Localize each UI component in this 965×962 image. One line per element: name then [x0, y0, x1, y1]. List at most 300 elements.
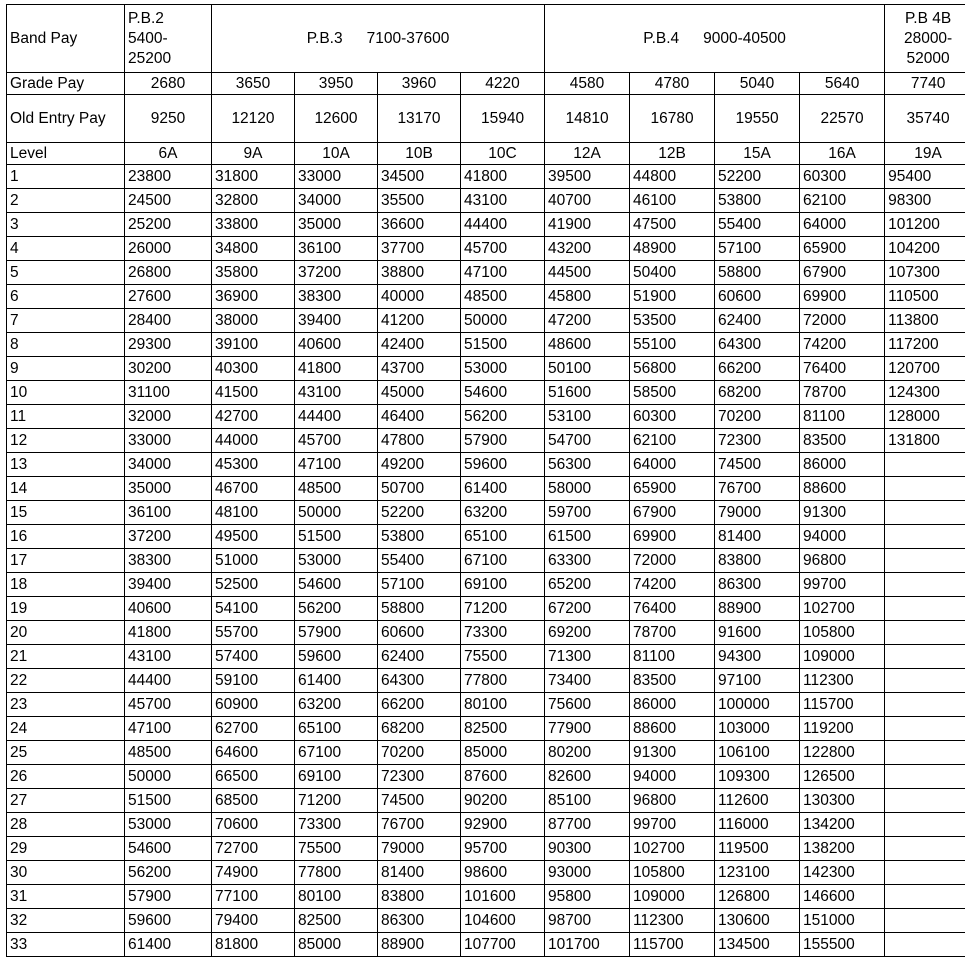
cell-number: 22 — [7, 669, 125, 693]
pay-value-cell: 27600 — [125, 285, 212, 309]
pay-value-cell: 117200 — [885, 333, 965, 357]
band-pay-label: Band Pay — [7, 5, 125, 73]
pay-value-cell: 72300 — [715, 429, 800, 453]
pay-value-cell: 49200 — [378, 453, 461, 477]
pay-value-cell: 48600 — [545, 333, 630, 357]
cell-number: 21 — [7, 645, 125, 669]
pay-value-cell: 66200 — [378, 693, 461, 717]
pay-value-cell: 86000 — [800, 453, 885, 477]
pay-value-cell: 64000 — [630, 453, 715, 477]
pay-value-cell: 72000 — [800, 309, 885, 333]
pay-value-cell: 48100 — [212, 501, 295, 525]
pay-value-cell: 44400 — [461, 213, 545, 237]
cell-number: 31 — [7, 885, 125, 909]
pay-value-cell: 31100 — [125, 381, 212, 405]
pay-value-cell: 34000 — [295, 189, 378, 213]
pay-value-cell: 55400 — [715, 213, 800, 237]
cell-number: 32 — [7, 909, 125, 933]
cell-number: 24 — [7, 717, 125, 741]
pay-value-cell: 85000 — [461, 741, 545, 765]
pay-value-cell: 54600 — [461, 381, 545, 405]
pay-value-cell: 126800 — [715, 885, 800, 909]
pay-value-cell: 62400 — [378, 645, 461, 669]
pay-value-cell: 51500 — [461, 333, 545, 357]
table-row — [7, 429, 965, 453]
pay-value-cell: 81400 — [715, 525, 800, 549]
pay-value-cell: 67100 — [461, 549, 545, 573]
pay-value-cell: 41900 — [545, 213, 630, 237]
pay-value-cell: 70600 — [212, 813, 295, 837]
cell-number: 20 — [7, 621, 125, 645]
pay-value-cell: 142300 — [800, 861, 885, 885]
pay-value-cell: 91600 — [715, 621, 800, 645]
pay-value-cell: 95800 — [545, 885, 630, 909]
level-row — [7, 143, 965, 165]
old-entry-pay-label: Old Entry Pay — [7, 95, 125, 143]
pay-value-cell — [885, 477, 965, 501]
table-row — [7, 357, 965, 381]
pay-value-cell: 41200 — [378, 309, 461, 333]
pay-value-cell: 43700 — [378, 357, 461, 381]
pay-value-cell: 63300 — [545, 549, 630, 573]
level-cell: 10B — [378, 143, 461, 165]
pay-value-cell: 71200 — [295, 789, 378, 813]
pay-value-cell: 97100 — [715, 669, 800, 693]
table-row — [7, 453, 965, 477]
pay-value-cell: 71200 — [461, 597, 545, 621]
pay-value-cell: 146600 — [800, 885, 885, 909]
pay-value-cell: 40700 — [545, 189, 630, 213]
level-cell: 10A — [295, 143, 378, 165]
pay-value-cell: 81100 — [630, 645, 715, 669]
pay-value-cell: 62100 — [800, 189, 885, 213]
pay-value-cell: 46700 — [212, 477, 295, 501]
table-row — [7, 213, 965, 237]
grade-pay-cell: 5640 — [800, 73, 885, 95]
pay-value-cell — [885, 549, 965, 573]
level-cell: 15A — [715, 143, 800, 165]
pay-value-cell: 41800 — [461, 165, 545, 189]
pay-value-cell: 68500 — [212, 789, 295, 813]
pay-value-cell: 151000 — [800, 909, 885, 933]
pay-value-cell: 61500 — [545, 525, 630, 549]
pay-value-cell: 50400 — [630, 261, 715, 285]
pay-value-cell: 68200 — [378, 717, 461, 741]
pay-value-cell: 61400 — [461, 477, 545, 501]
old-entry-pay-cell: 35740 — [885, 95, 965, 143]
old-entry-pay-cell: 13170 — [378, 95, 461, 143]
pay-value-cell: 81800 — [212, 933, 295, 957]
pay-value-cell: 90300 — [545, 837, 630, 861]
pay-value-cell: 77900 — [545, 717, 630, 741]
pay-value-cell: 45800 — [545, 285, 630, 309]
pay-value-cell: 91300 — [800, 501, 885, 525]
pay-value-cell: 116000 — [715, 813, 800, 837]
pay-value-cell: 92900 — [461, 813, 545, 837]
old-entry-pay-row — [7, 95, 965, 143]
pay-value-cell — [885, 933, 965, 957]
pay-value-cell: 50000 — [295, 501, 378, 525]
pay-value-cell: 78700 — [800, 381, 885, 405]
pay-value-cell: 46100 — [630, 189, 715, 213]
cell-number: 8 — [7, 333, 125, 357]
level-cell: 9A — [212, 143, 295, 165]
pay-value-cell: 98300 — [885, 189, 965, 213]
pay-value-cell: 79000 — [715, 501, 800, 525]
pay-value-cell: 39400 — [295, 309, 378, 333]
pay-value-cell: 37200 — [125, 525, 212, 549]
pay-value-cell: 54600 — [295, 573, 378, 597]
pay-value-cell: 78700 — [630, 621, 715, 645]
pay-value-cell: 112300 — [800, 669, 885, 693]
table-row — [7, 597, 965, 621]
pay-value-cell: 100000 — [715, 693, 800, 717]
pay-value-cell: 138200 — [800, 837, 885, 861]
pay-value-cell: 45700 — [125, 693, 212, 717]
pay-value-cell: 88600 — [800, 477, 885, 501]
pay-value-cell: 109000 — [630, 885, 715, 909]
pay-value-cell — [885, 453, 965, 477]
pay-value-cell: 66500 — [212, 765, 295, 789]
pay-value-cell: 75500 — [461, 645, 545, 669]
pay-value-cell: 77800 — [461, 669, 545, 693]
pay-value-cell — [885, 909, 965, 933]
pay-value-cell: 88900 — [378, 933, 461, 957]
cell-number: 16 — [7, 525, 125, 549]
grade-pay-cell: 4780 — [630, 73, 715, 95]
pay-value-cell: 52200 — [378, 501, 461, 525]
pay-value-cell: 63200 — [461, 501, 545, 525]
level-cell: 12B — [630, 143, 715, 165]
cell-number: 28 — [7, 813, 125, 837]
pay-value-cell: 44800 — [630, 165, 715, 189]
pay-value-cell: 115700 — [630, 933, 715, 957]
pay-value-cell: 39100 — [212, 333, 295, 357]
pay-value-cell: 87600 — [461, 765, 545, 789]
old-entry-pay-cell: 19550 — [715, 95, 800, 143]
pay-value-cell: 82500 — [461, 717, 545, 741]
pay-value-cell: 76400 — [800, 357, 885, 381]
cell-number: 30 — [7, 861, 125, 885]
pay-value-cell: 51500 — [125, 789, 212, 813]
pay-value-cell: 119500 — [715, 837, 800, 861]
pay-value-cell: 49500 — [212, 525, 295, 549]
pay-value-cell: 69100 — [295, 765, 378, 789]
pay-value-cell: 106100 — [715, 741, 800, 765]
pay-value-cell: 70200 — [715, 405, 800, 429]
pay-value-cell: 69100 — [461, 573, 545, 597]
pay-value-cell: 104200 — [885, 237, 965, 261]
pay-value-cell: 55100 — [630, 333, 715, 357]
pay-value-cell: 43200 — [545, 237, 630, 261]
pay-value-cell: 53800 — [715, 189, 800, 213]
pay-value-cell: 95400 — [885, 165, 965, 189]
pay-value-cell: 131800 — [885, 429, 965, 453]
pay-value-cell: 33000 — [125, 429, 212, 453]
table-row — [7, 309, 965, 333]
pay-value-cell — [885, 645, 965, 669]
level-cell: 12A — [545, 143, 630, 165]
pay-value-cell — [885, 621, 965, 645]
pay-value-cell: 65200 — [545, 573, 630, 597]
pay-value-cell — [885, 813, 965, 837]
pay-value-cell: 55400 — [378, 549, 461, 573]
pay-value-cell: 82600 — [545, 765, 630, 789]
table-row — [7, 645, 965, 669]
pay-value-cell: 54600 — [125, 837, 212, 861]
pay-value-cell: 32000 — [125, 405, 212, 429]
pay-value-cell — [885, 717, 965, 741]
grade-pay-cell: 3950 — [295, 73, 378, 95]
pay-value-cell: 80100 — [295, 885, 378, 909]
table-row — [7, 669, 965, 693]
pay-value-cell: 112600 — [715, 789, 800, 813]
pay-value-cell: 101200 — [885, 213, 965, 237]
pay-value-cell: 57900 — [295, 621, 378, 645]
pay-value-cell: 59600 — [125, 909, 212, 933]
pay-value-cell: 23800 — [125, 165, 212, 189]
pay-value-cell: 31800 — [212, 165, 295, 189]
pay-value-cell: 42400 — [378, 333, 461, 357]
pay-value-cell: 35500 — [378, 189, 461, 213]
pay-value-cell: 82500 — [295, 909, 378, 933]
table-row — [7, 477, 965, 501]
pay-value-cell: 67900 — [630, 501, 715, 525]
pay-value-cell: 45300 — [212, 453, 295, 477]
pay-value-cell: 38800 — [378, 261, 461, 285]
table-row — [7, 285, 965, 309]
pay-value-cell: 51500 — [295, 525, 378, 549]
cell-number: 17 — [7, 549, 125, 573]
cell-number: 33 — [7, 933, 125, 957]
table-row — [7, 861, 965, 885]
pay-value-cell: 122800 — [800, 741, 885, 765]
table-row — [7, 381, 965, 405]
pay-value-cell: 134200 — [800, 813, 885, 837]
cell-number: 12 — [7, 429, 125, 453]
pay-value-cell: 67200 — [545, 597, 630, 621]
pay-value-cell: 99700 — [800, 573, 885, 597]
pay-value-cell: 44000 — [212, 429, 295, 453]
pay-value-cell: 99700 — [630, 813, 715, 837]
table-row — [7, 573, 965, 597]
cell-number: 11 — [7, 405, 125, 429]
pay-value-cell: 70200 — [378, 741, 461, 765]
pay-value-cell: 103000 — [715, 717, 800, 741]
pay-value-cell: 94300 — [715, 645, 800, 669]
pay-value-cell: 43100 — [461, 189, 545, 213]
pay-value-cell — [885, 789, 965, 813]
pay-value-cell: 73400 — [545, 669, 630, 693]
cell-number: 9 — [7, 357, 125, 381]
grade-pay-cell: 7740 — [885, 73, 965, 95]
pay-value-cell: 113800 — [885, 309, 965, 333]
pay-value-cell: 29300 — [125, 333, 212, 357]
pay-value-cell: 48500 — [295, 477, 378, 501]
table-row — [7, 789, 965, 813]
pay-value-cell: 130300 — [800, 789, 885, 813]
pay-value-cell: 40600 — [295, 333, 378, 357]
pay-value-cell: 47100 — [295, 453, 378, 477]
cell-number: 27 — [7, 789, 125, 813]
pay-value-cell: 60300 — [800, 165, 885, 189]
pay-value-cell: 72700 — [212, 837, 295, 861]
pay-value-cell — [885, 885, 965, 909]
band-pb3: P.B.3 7100-37600 — [212, 5, 545, 73]
table-row — [7, 933, 965, 957]
pay-value-cell: 35000 — [125, 477, 212, 501]
pay-value-cell: 63200 — [295, 693, 378, 717]
pay-value-cell: 74500 — [715, 453, 800, 477]
pay-value-cell: 86300 — [378, 909, 461, 933]
pay-value-cell: 64000 — [800, 213, 885, 237]
cell-number: 14 — [7, 477, 125, 501]
pay-value-cell: 67100 — [295, 741, 378, 765]
pay-value-cell: 59700 — [545, 501, 630, 525]
pay-value-cell: 53100 — [545, 405, 630, 429]
table-row — [7, 813, 965, 837]
cell-number: 29 — [7, 837, 125, 861]
table-row — [7, 237, 965, 261]
pay-value-cell: 83500 — [630, 669, 715, 693]
pay-value-cell: 56300 — [545, 453, 630, 477]
table-row — [7, 837, 965, 861]
pay-value-cell: 60600 — [378, 621, 461, 645]
old-entry-pay-cell: 14810 — [545, 95, 630, 143]
cell-number: 10 — [7, 381, 125, 405]
pay-value-cell: 74200 — [800, 333, 885, 357]
pay-value-cell: 109000 — [800, 645, 885, 669]
pay-value-cell: 38300 — [125, 549, 212, 573]
cell-number: 15 — [7, 501, 125, 525]
pay-value-cell: 47800 — [378, 429, 461, 453]
pay-value-cell: 98600 — [461, 861, 545, 885]
pay-value-cell: 44400 — [295, 405, 378, 429]
pay-value-cell — [885, 765, 965, 789]
table-row — [7, 333, 965, 357]
pay-value-cell: 38000 — [212, 309, 295, 333]
pay-value-cell: 65900 — [630, 477, 715, 501]
pay-value-cell: 52200 — [715, 165, 800, 189]
pay-value-cell: 76700 — [715, 477, 800, 501]
old-entry-pay-cell: 12120 — [212, 95, 295, 143]
grade-pay-row — [7, 73, 965, 95]
pay-value-cell: 58800 — [378, 597, 461, 621]
pay-value-cell: 57100 — [378, 573, 461, 597]
pay-value-cell: 30200 — [125, 357, 212, 381]
pay-value-cell: 74200 — [630, 573, 715, 597]
table-row — [7, 501, 965, 525]
table-row — [7, 909, 965, 933]
pay-value-cell: 72000 — [630, 549, 715, 573]
table-row — [7, 525, 965, 549]
pay-value-cell: 65100 — [295, 717, 378, 741]
pay-value-cell: 105800 — [630, 861, 715, 885]
pay-value-cell: 39400 — [125, 573, 212, 597]
grade-pay-cell: 3650 — [212, 73, 295, 95]
pay-value-cell: 40300 — [212, 357, 295, 381]
level-label: Level — [7, 143, 125, 165]
grade-pay-cell: 3960 — [378, 73, 461, 95]
pay-value-cell: 64300 — [378, 669, 461, 693]
pay-value-cell: 80200 — [545, 741, 630, 765]
pay-value-cell: 48900 — [630, 237, 715, 261]
pay-value-cell: 87700 — [545, 813, 630, 837]
pay-value-cell: 61400 — [125, 933, 212, 957]
pay-value-cell: 59600 — [461, 453, 545, 477]
pay-value-cell: 62100 — [630, 429, 715, 453]
pay-value-cell: 50000 — [125, 765, 212, 789]
pay-value-cell: 40600 — [125, 597, 212, 621]
pay-value-cell: 75500 — [295, 837, 378, 861]
pay-value-cell: 53000 — [295, 549, 378, 573]
band-pay-row — [7, 5, 965, 73]
pay-value-cell: 28400 — [125, 309, 212, 333]
pay-value-cell — [885, 573, 965, 597]
pay-value-cell: 56800 — [630, 357, 715, 381]
pay-value-cell: 58800 — [715, 261, 800, 285]
pay-value-cell: 47500 — [630, 213, 715, 237]
pay-value-cell: 94000 — [630, 765, 715, 789]
table-row — [7, 261, 965, 285]
pay-value-cell: 42700 — [212, 405, 295, 429]
table-row — [7, 189, 965, 213]
cell-number: 13 — [7, 453, 125, 477]
table-row — [7, 885, 965, 909]
pay-value-cell — [885, 501, 965, 525]
pay-value-cell: 45000 — [378, 381, 461, 405]
pay-value-cell: 85000 — [295, 933, 378, 957]
pay-value-cell: 95700 — [461, 837, 545, 861]
pay-value-cell: 53000 — [461, 357, 545, 381]
pay-value-cell: 60300 — [630, 405, 715, 429]
pay-value-cell: 130600 — [715, 909, 800, 933]
pay-value-cell: 44400 — [125, 669, 212, 693]
pay-value-cell: 67900 — [800, 261, 885, 285]
pay-value-cell: 81100 — [800, 405, 885, 429]
pay-value-cell: 88900 — [715, 597, 800, 621]
pay-value-cell: 34800 — [212, 237, 295, 261]
pay-value-cell: 107700 — [461, 933, 545, 957]
pay-value-cell: 75600 — [545, 693, 630, 717]
grade-pay-cell: 4220 — [461, 73, 545, 95]
pay-value-cell: 119200 — [800, 717, 885, 741]
pay-value-cell: 25200 — [125, 213, 212, 237]
pay-value-cell: 83500 — [800, 429, 885, 453]
pay-value-cell: 52500 — [212, 573, 295, 597]
old-entry-pay-cell: 12600 — [295, 95, 378, 143]
pay-value-cell: 126500 — [800, 765, 885, 789]
pay-value-cell: 57900 — [125, 885, 212, 909]
pay-value-cell: 57400 — [212, 645, 295, 669]
pay-value-cell: 110500 — [885, 285, 965, 309]
pay-value-cell: 43100 — [125, 645, 212, 669]
cell-number: 6 — [7, 285, 125, 309]
pay-value-cell — [885, 525, 965, 549]
pay-value-cell: 51000 — [212, 549, 295, 573]
pay-value-cell — [885, 741, 965, 765]
pay-value-cell: 77100 — [212, 885, 295, 909]
pay-value-cell: 37700 — [378, 237, 461, 261]
pay-value-cell: 50000 — [461, 309, 545, 333]
pay-value-cell: 36900 — [212, 285, 295, 309]
cell-number: 19 — [7, 597, 125, 621]
cell-number: 23 — [7, 693, 125, 717]
pay-value-cell: 80100 — [461, 693, 545, 717]
pay-value-cell: 77800 — [295, 861, 378, 885]
pay-value-cell: 69900 — [800, 285, 885, 309]
table-row — [7, 549, 965, 573]
